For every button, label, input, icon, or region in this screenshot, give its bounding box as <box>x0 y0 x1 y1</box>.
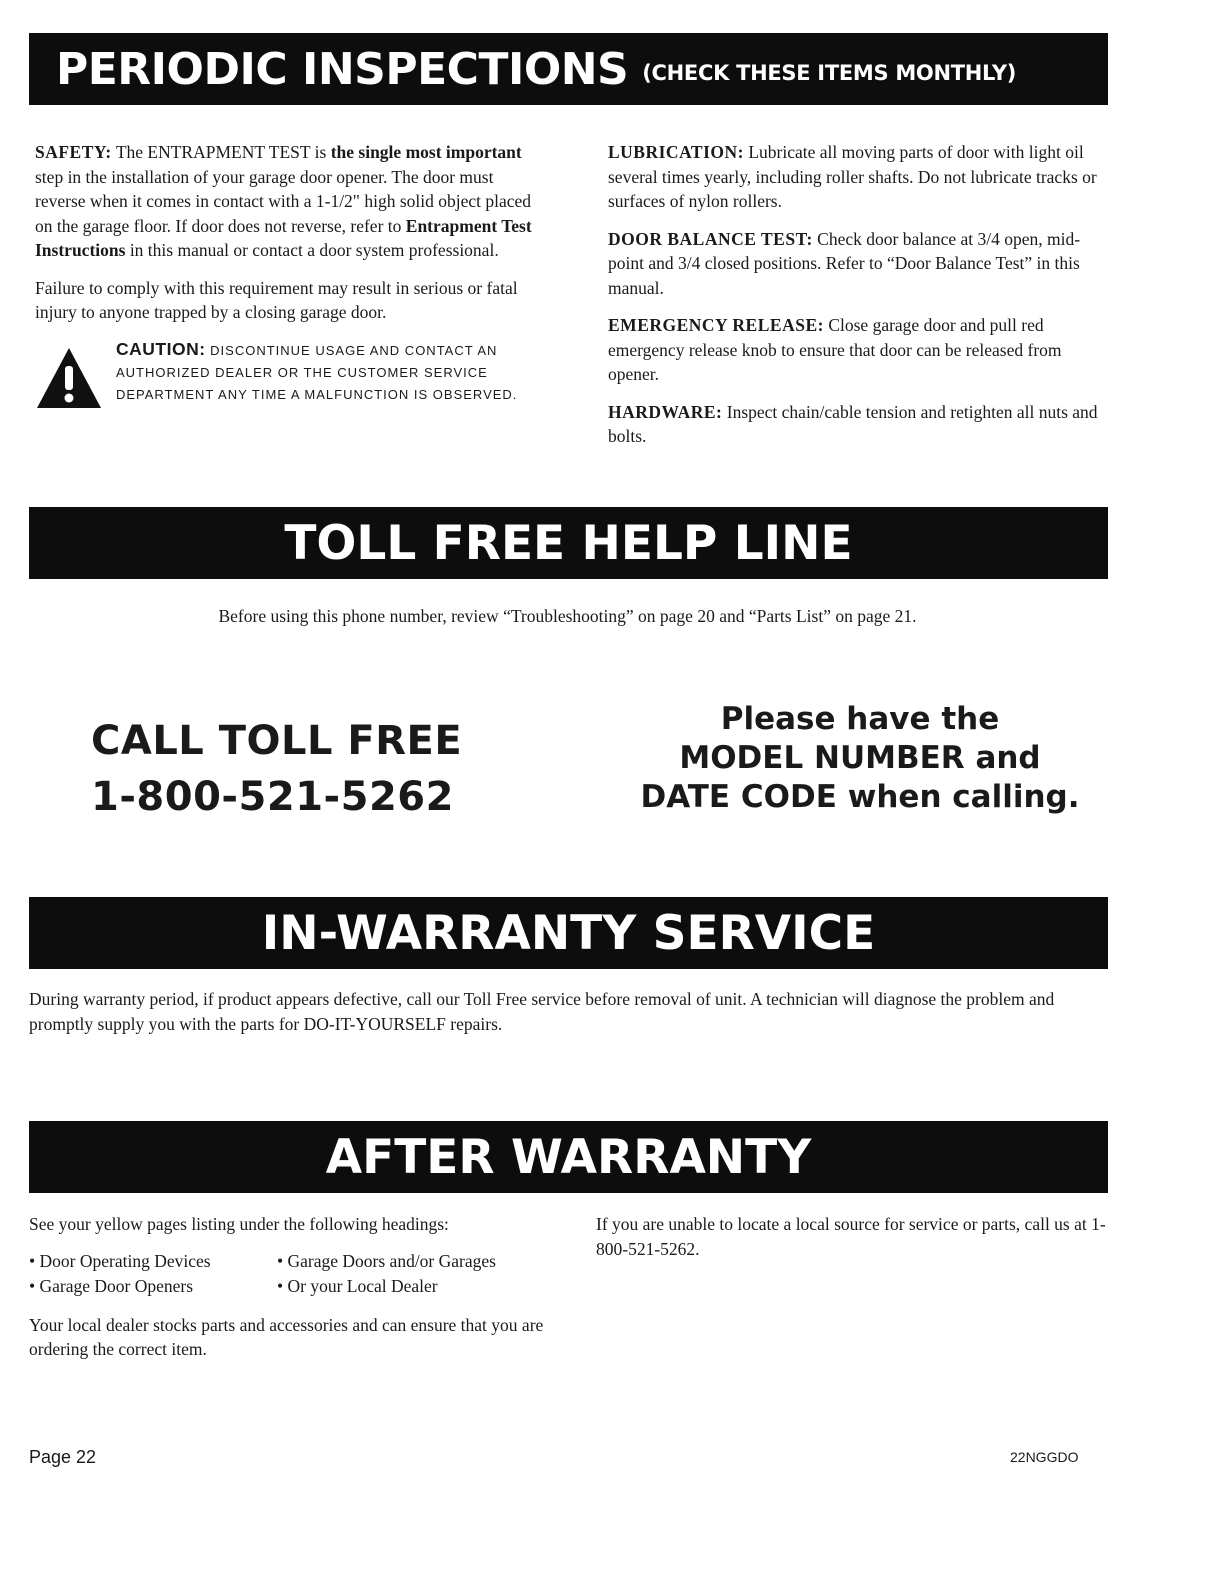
help-line-intro: Before using this phone number, review “Troubleshooting” on page 20 and “Parts List” on page 21. <box>218 606 917 626</box>
periodic-inspections-banner <box>29 33 1108 105</box>
caution-block <box>35 338 537 410</box>
list-item: • Garage Door Openers <box>29 1276 194 1296</box>
caution-message: DISCONTINUE USAGE AND CONTACT AN AUTHORIZED DEALER OR THE CUSTOMER SERVICE DEPARTMENT ANY TIME A MALFUNCTION IS OBSERVED. <box>116 342 518 402</box>
unable-to-locate-text: If you are unable to locate a local source for service or parts, call us at 1-800-521-5262. <box>596 1214 1106 1259</box>
hardware-label: HARDWARE: <box>608 401 723 422</box>
document-code: 22NGGDO <box>1010 1449 1079 1465</box>
in-warranty-service-banner <box>29 897 1108 969</box>
list-item: • Garage Doors and/or Garages <box>277 1250 496 1271</box>
in-warranty-text: During warranty period, if product appears defective, call our Toll Free service before removal of unit. A technician will diagnose the problem and promptly supply you with the parts for DO-IT-YOURSELF repairs. <box>29 989 1055 1034</box>
periodic-inspections-title: PERIODIC INSPECTIONS <box>56 43 629 95</box>
door-balance-label: DOOR BALANCE TEST: <box>608 228 813 249</box>
phone-number[interactable]: 1-800-521-5262 <box>91 774 454 820</box>
safety-paragraph: SAFETY: The ENTRAPMENT TEST is the single most important step in the installation of your garage door opener. The door must reverse when it comes in contact with a 1-1/2" high solid object placed on the garage floor. If door does not reverse, refer to Entrapment Test Instructions in this manual or contact a door system professional. <box>35 142 532 260</box>
after-warranty-left <box>29 1212 549 1362</box>
after-warranty-title: AFTER WARRANTY <box>325 1129 812 1185</box>
periodic-inspections-subtitle: (CHECK THESE ITEMS MONTHLY) <box>642 61 1017 85</box>
warning-triangle-icon <box>35 346 103 410</box>
local-dealer-text: Your local dealer stocks parts and accessories and can ensure that you are ordering the correct item. <box>29 1314 544 1359</box>
safety-column <box>35 140 537 410</box>
please-have-block: Please have the MODEL NUMBER and DATE CODE when calling. <box>640 701 1080 815</box>
after-warranty-banner <box>29 1121 1108 1193</box>
door-balance-paragraph: DOOR BALANCE TEST: Check door balance at 3/4 open, mid-point and 3/4 closed positions. Refer to “Door Balance Test” in this manual. <box>608 228 1081 298</box>
emergency-release-paragraph: EMERGENCY RELEASE: Close garage door and pull red emergency release knob to ensure that door can be released from opener. <box>608 315 1062 384</box>
safety-label: SAFETY: <box>35 142 112 162</box>
heading-list <box>29 1249 549 1299</box>
list-item: • Or your Local Dealer <box>277 1276 438 1296</box>
entrapment-test-reference: Entrapment Test Instructions <box>35 215 532 260</box>
call-toll-free-block <box>91 713 462 825</box>
hardware-paragraph: HARDWARE: Inspect chain/cable tension and retighten all nuts and bolts. <box>608 401 1098 446</box>
yellow-pages-intro: See your yellow pages listing under the following headings: <box>29 1214 449 1234</box>
page-number: Page 22 <box>29 1447 97 1467</box>
failure-warning: Failure to comply with this requirement may result in serious or fatal injury to anyone trapped by a closing garage door. <box>35 277 518 322</box>
help-line-title: TOLL FREE HELP LINE <box>284 515 853 571</box>
emergency-release-label: EMERGENCY RELEASE: <box>608 315 824 335</box>
lubrication-label: LUBRICATION: <box>608 142 744 162</box>
toll-free-help-line-banner <box>29 507 1108 579</box>
call-toll-free-heading: CALL TOLL FREE <box>91 718 463 764</box>
in-warranty-title: IN-WARRANTY SERVICE <box>261 905 876 961</box>
caution-text <box>116 338 537 406</box>
lubrication-paragraph: LUBRICATION: Lubricate all moving parts of door with light oil several times yearly, including roller shafts. Do not lubricate tracks or surfaces of nylon rollers. <box>608 142 1097 211</box>
caution-label: CAUTION: <box>116 338 206 359</box>
maintenance-column <box>608 140 1108 462</box>
list-item: • Door Operating Devices <box>29 1250 211 1271</box>
